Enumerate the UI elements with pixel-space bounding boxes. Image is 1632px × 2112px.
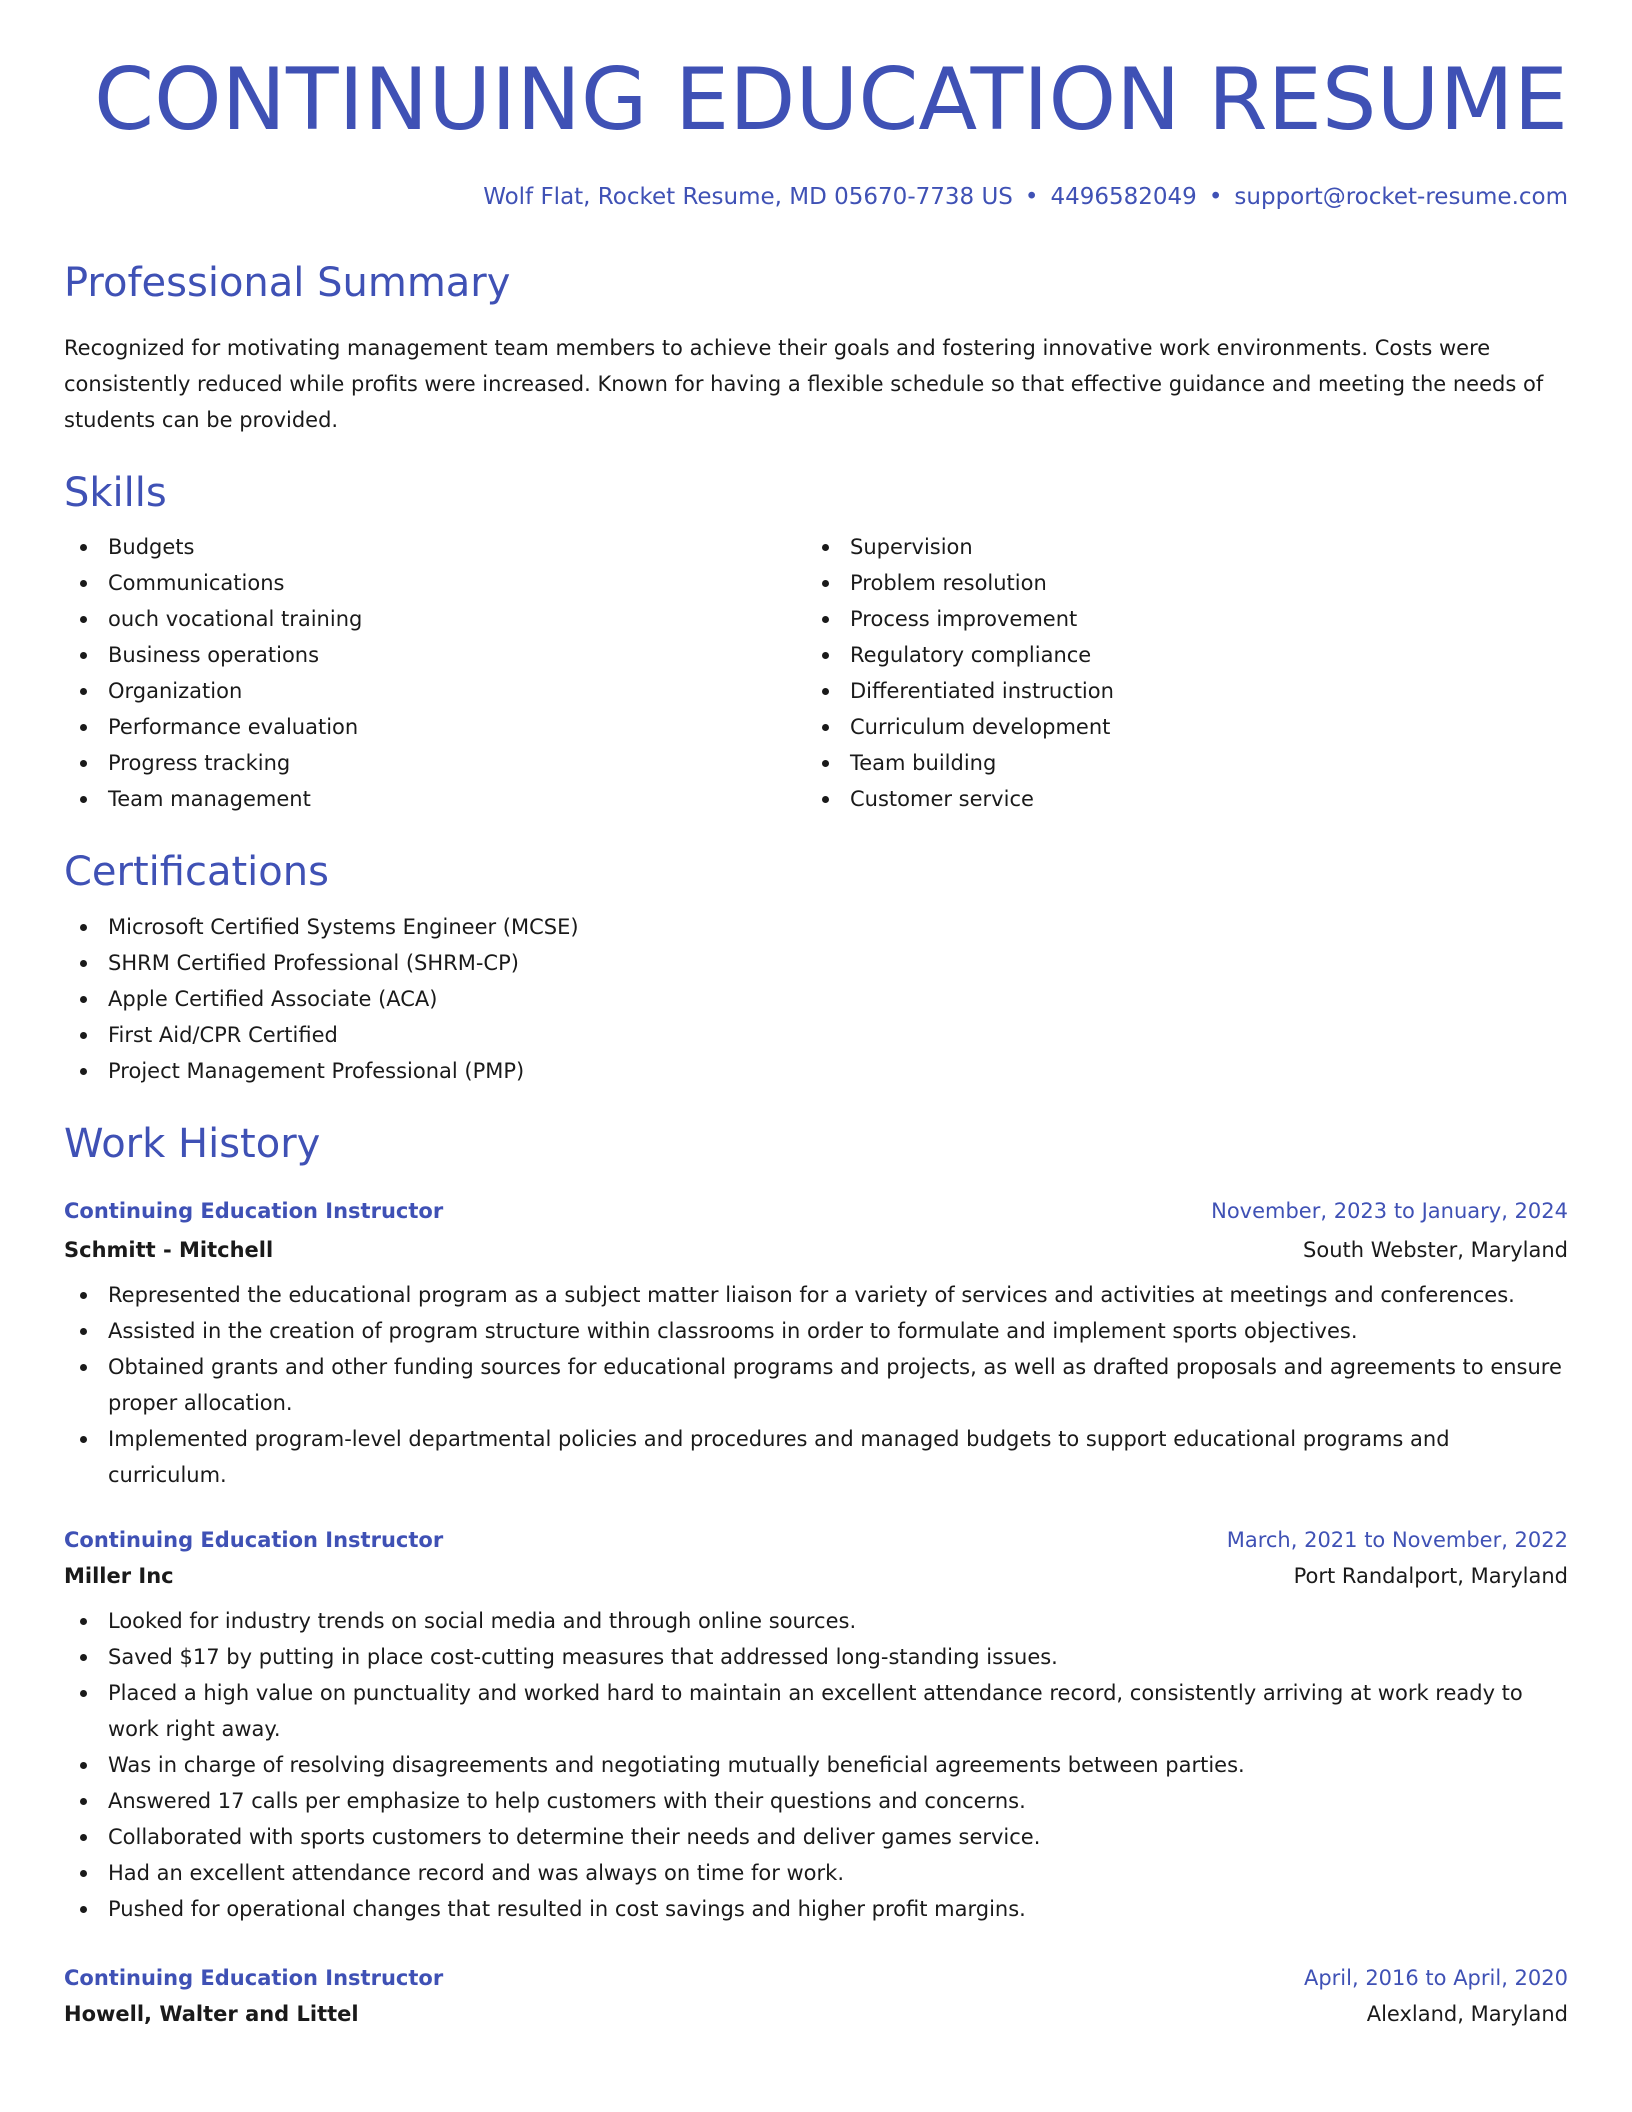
job-duty: Pushed for operational changes that resulted in cost savings and higher profit margins. [64,1891,1568,1927]
summary-text: Recognized for motivating management team members to achieve their goals and fostering innovative work environments. Costs were consistently reduced while profits were increased. Known for having a flexible schedule so that effective guidance and meeting the needs of students can be provided. [64,336,1544,432]
job-duty: Looked for industry trends on social media and through online sources. [64,1603,1568,1639]
job-duty: Saved $17 by putting in place cost-cutting measures that addressed long-standing issues. [64,1639,1568,1675]
job-location: Port Randalport, Maryland [1293,1564,1568,1588]
job-entry [64,1196,1568,1493]
job-title: Continuing Education Instructor [64,1528,444,1552]
job-duty: Implemented program-level departmental policies and procedures and managed budgets to support educational programs and curriculum. [64,1421,1568,1493]
job-company: Howell, Walter and Littel [64,2002,359,2026]
contact-phone: 4496582049 [1050,184,1197,210]
contact-separator: • [1208,184,1223,210]
job-duty: Was in charge of resolving disagreements and negotiating mutually beneficial agreements between parties. [64,1747,1568,1783]
job-duty: Represented the educational program as a subject matter liaison for a variety of services and activities at meetings and conferences. [64,1277,1568,1313]
job-title: Continuing Education Instructor [64,1966,444,1990]
skill-item: Business operations [64,637,806,673]
contact-separator: • [1024,184,1039,210]
skill-item: Regulatory compliance [806,637,1548,673]
work-history-heading: Work History [64,1121,321,1167]
skill-item: Problem resolution [806,565,1548,601]
job-company: Miller Inc [64,1564,174,1588]
job-duty: Assisted in the creation of program structure within classrooms in order to formulate and implement sports objectives. [64,1313,1568,1349]
job-duty: Placed a high value on punctuality and worked hard to maintain an excellent attendance record, consistently arriving at work ready to work right away. [64,1675,1568,1747]
skill-item: Progress tracking [64,745,806,781]
skill-item: ouch vocational training [64,601,806,637]
skill-item: Performance evaluation [64,709,806,745]
contact-line [64,184,1568,210]
summary-heading: Professional Summary [64,260,511,306]
skill-item: Supervision [806,529,1548,565]
skills-list-left [64,529,806,817]
certifications-heading: Certifications [64,849,329,895]
job-duties-list [64,1277,1568,1493]
job-dates: March, 2021 to November, 2022 [1226,1528,1568,1552]
job-entry [64,1963,1568,2029]
skill-item: Communications [64,565,806,601]
job-duty: Collaborated with sports customers to determine their needs and deliver games service. [64,1819,1568,1855]
job-duty: Had an excellent attendance record and was always on time for work. [64,1855,1568,1891]
certifications-list [64,909,1568,1089]
skill-item: Process improvement [806,601,1548,637]
contact-address: Wolf Flat, Rocket Resume, MD 05670-7738 US [483,184,1013,210]
skill-item: Team management [64,781,806,817]
skill-item: Organization [64,673,806,709]
job-duty: Answered 17 calls per emphasize to help customers with their questions and concerns. [64,1783,1568,1819]
skill-item: Differentiated instruction [806,673,1548,709]
certification-item: Microsoft Certified Systems Engineer (MCSE) [64,909,1568,945]
skills-columns [64,529,1568,817]
job-company: Schmitt - Mitchell [64,1238,274,1262]
skill-item: Curriculum development [806,709,1548,745]
resume-title: CONTINUING EDUCATION RESUME [93,50,1568,150]
skills-list-right [806,529,1548,817]
skill-item: Budgets [64,529,806,565]
contact-email: support@rocket-resume.com [1234,184,1568,210]
job-location: South Webster, Maryland [1303,1238,1568,1262]
job-entry [64,1525,1568,1927]
skills-heading: Skills [64,470,167,516]
certification-item: SHRM Certified Professional (SHRM-CP) [64,945,1568,981]
job-dates: April, 2016 to April, 2020 [1303,1966,1568,1990]
job-title: Continuing Education Instructor [64,1199,444,1223]
job-location: Alexland, Maryland [1366,2002,1568,2026]
job-duty: Obtained grants and other funding sources for educational programs and projects, as well as drafted proposals and agreements to ensure proper allocation. [64,1349,1568,1421]
job-duties-list [64,1603,1568,1927]
certification-item: Project Management Professional (PMP) [64,1053,1568,1089]
job-dates: November, 2023 to January, 2024 [1211,1199,1568,1223]
certification-item: First Aid/CPR Certified [64,1017,1568,1053]
certification-item: Apple Certified Associate (ACA) [64,981,1568,1017]
skill-item: Customer service [806,781,1548,817]
skill-item: Team building [806,745,1548,781]
